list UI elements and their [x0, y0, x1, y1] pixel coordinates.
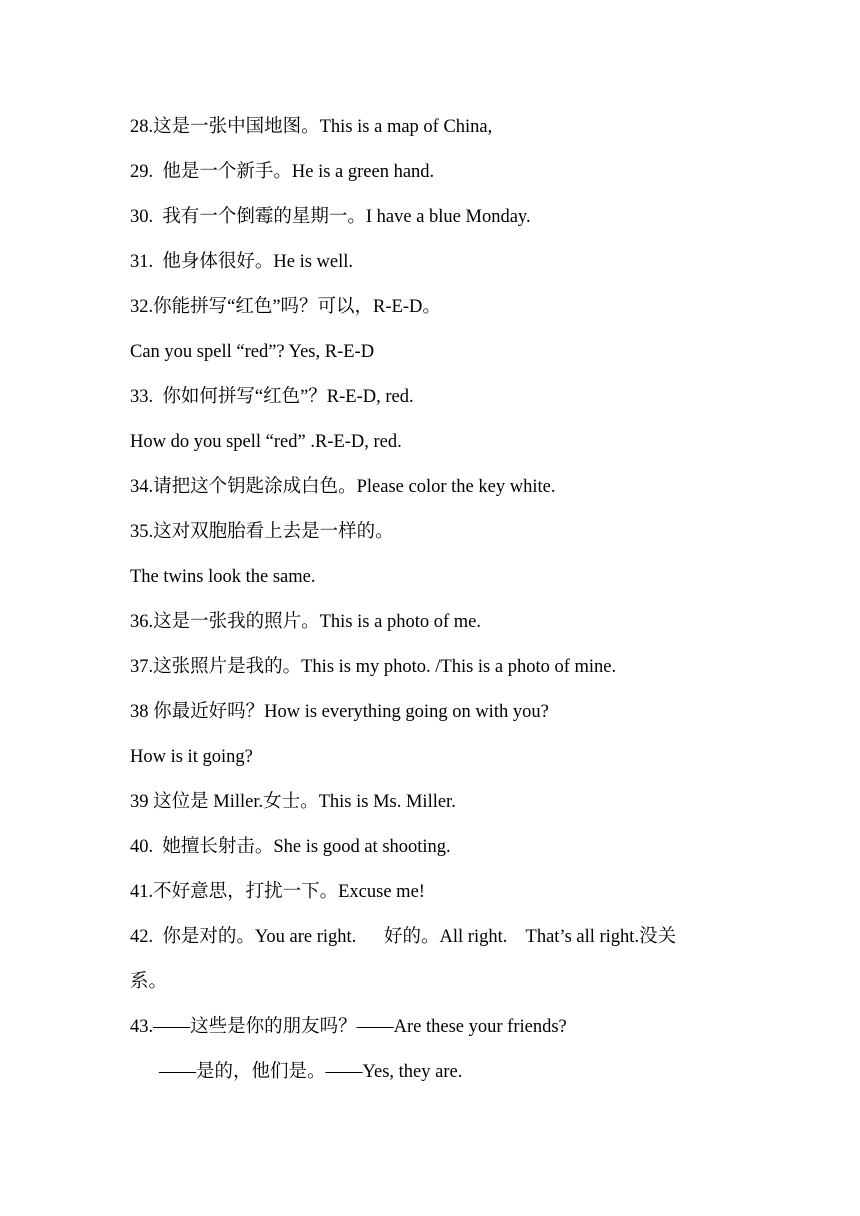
text-line: 28.这是一张中国地图。This is a map of China,	[130, 117, 493, 137]
text-line: 32.你能拼写“红色”吗？可以，R-E-D。	[130, 297, 441, 317]
text-line: 系。	[130, 972, 168, 992]
text-line: 31. 他身体很好。He is well.	[130, 252, 354, 272]
text-line: 41.不好意思，打扰一下。Excuse me!	[130, 882, 425, 902]
text-line: 38 你最近好吗？How is everything going on with you?	[130, 702, 549, 722]
text-line: 42. 你是对的。You are right. 好的。All right. That’s all right.没关	[130, 927, 677, 947]
text-line: How is it going?	[130, 747, 253, 767]
text-line: 30. 我有一个倒霉的星期一。I have a blue Monday.	[130, 207, 531, 227]
document-body	[130, 105, 740, 1095]
text-line: The twins look the same.	[130, 567, 316, 587]
text-line: 33. 你如何拼写“红色”？R-E-D, red.	[130, 387, 414, 407]
text-line: 37.这张照片是我的。This is my photo. /This is a photo of mine.	[130, 657, 617, 677]
text-line: 36.这是一张我的照片。This is a photo of me.	[130, 612, 481, 632]
text-line: How do you spell “red” .R-E-D, red.	[130, 432, 402, 452]
text-line: ——是的，他们是。——Yes, they are.	[159, 1062, 463, 1082]
text-line: 43.——这些是你的朋友吗？——Are these your friends?	[130, 1017, 567, 1037]
text-line: 35.这对双胞胎看上去是一样的。	[130, 522, 394, 542]
text-line: 40. 她擅长射击。She is good at shooting.	[130, 837, 451, 857]
text-line: 29. 他是一个新手。He is a green hand.	[130, 162, 435, 182]
text-line: 39 这位是 Miller.女士。This is Ms. Miller.	[130, 792, 456, 812]
text-line: Can you spell “red”? Yes, R-E-D	[130, 342, 375, 362]
text-line: 34.请把这个钥匙涂成白色。Please color the key white.	[130, 477, 556, 497]
